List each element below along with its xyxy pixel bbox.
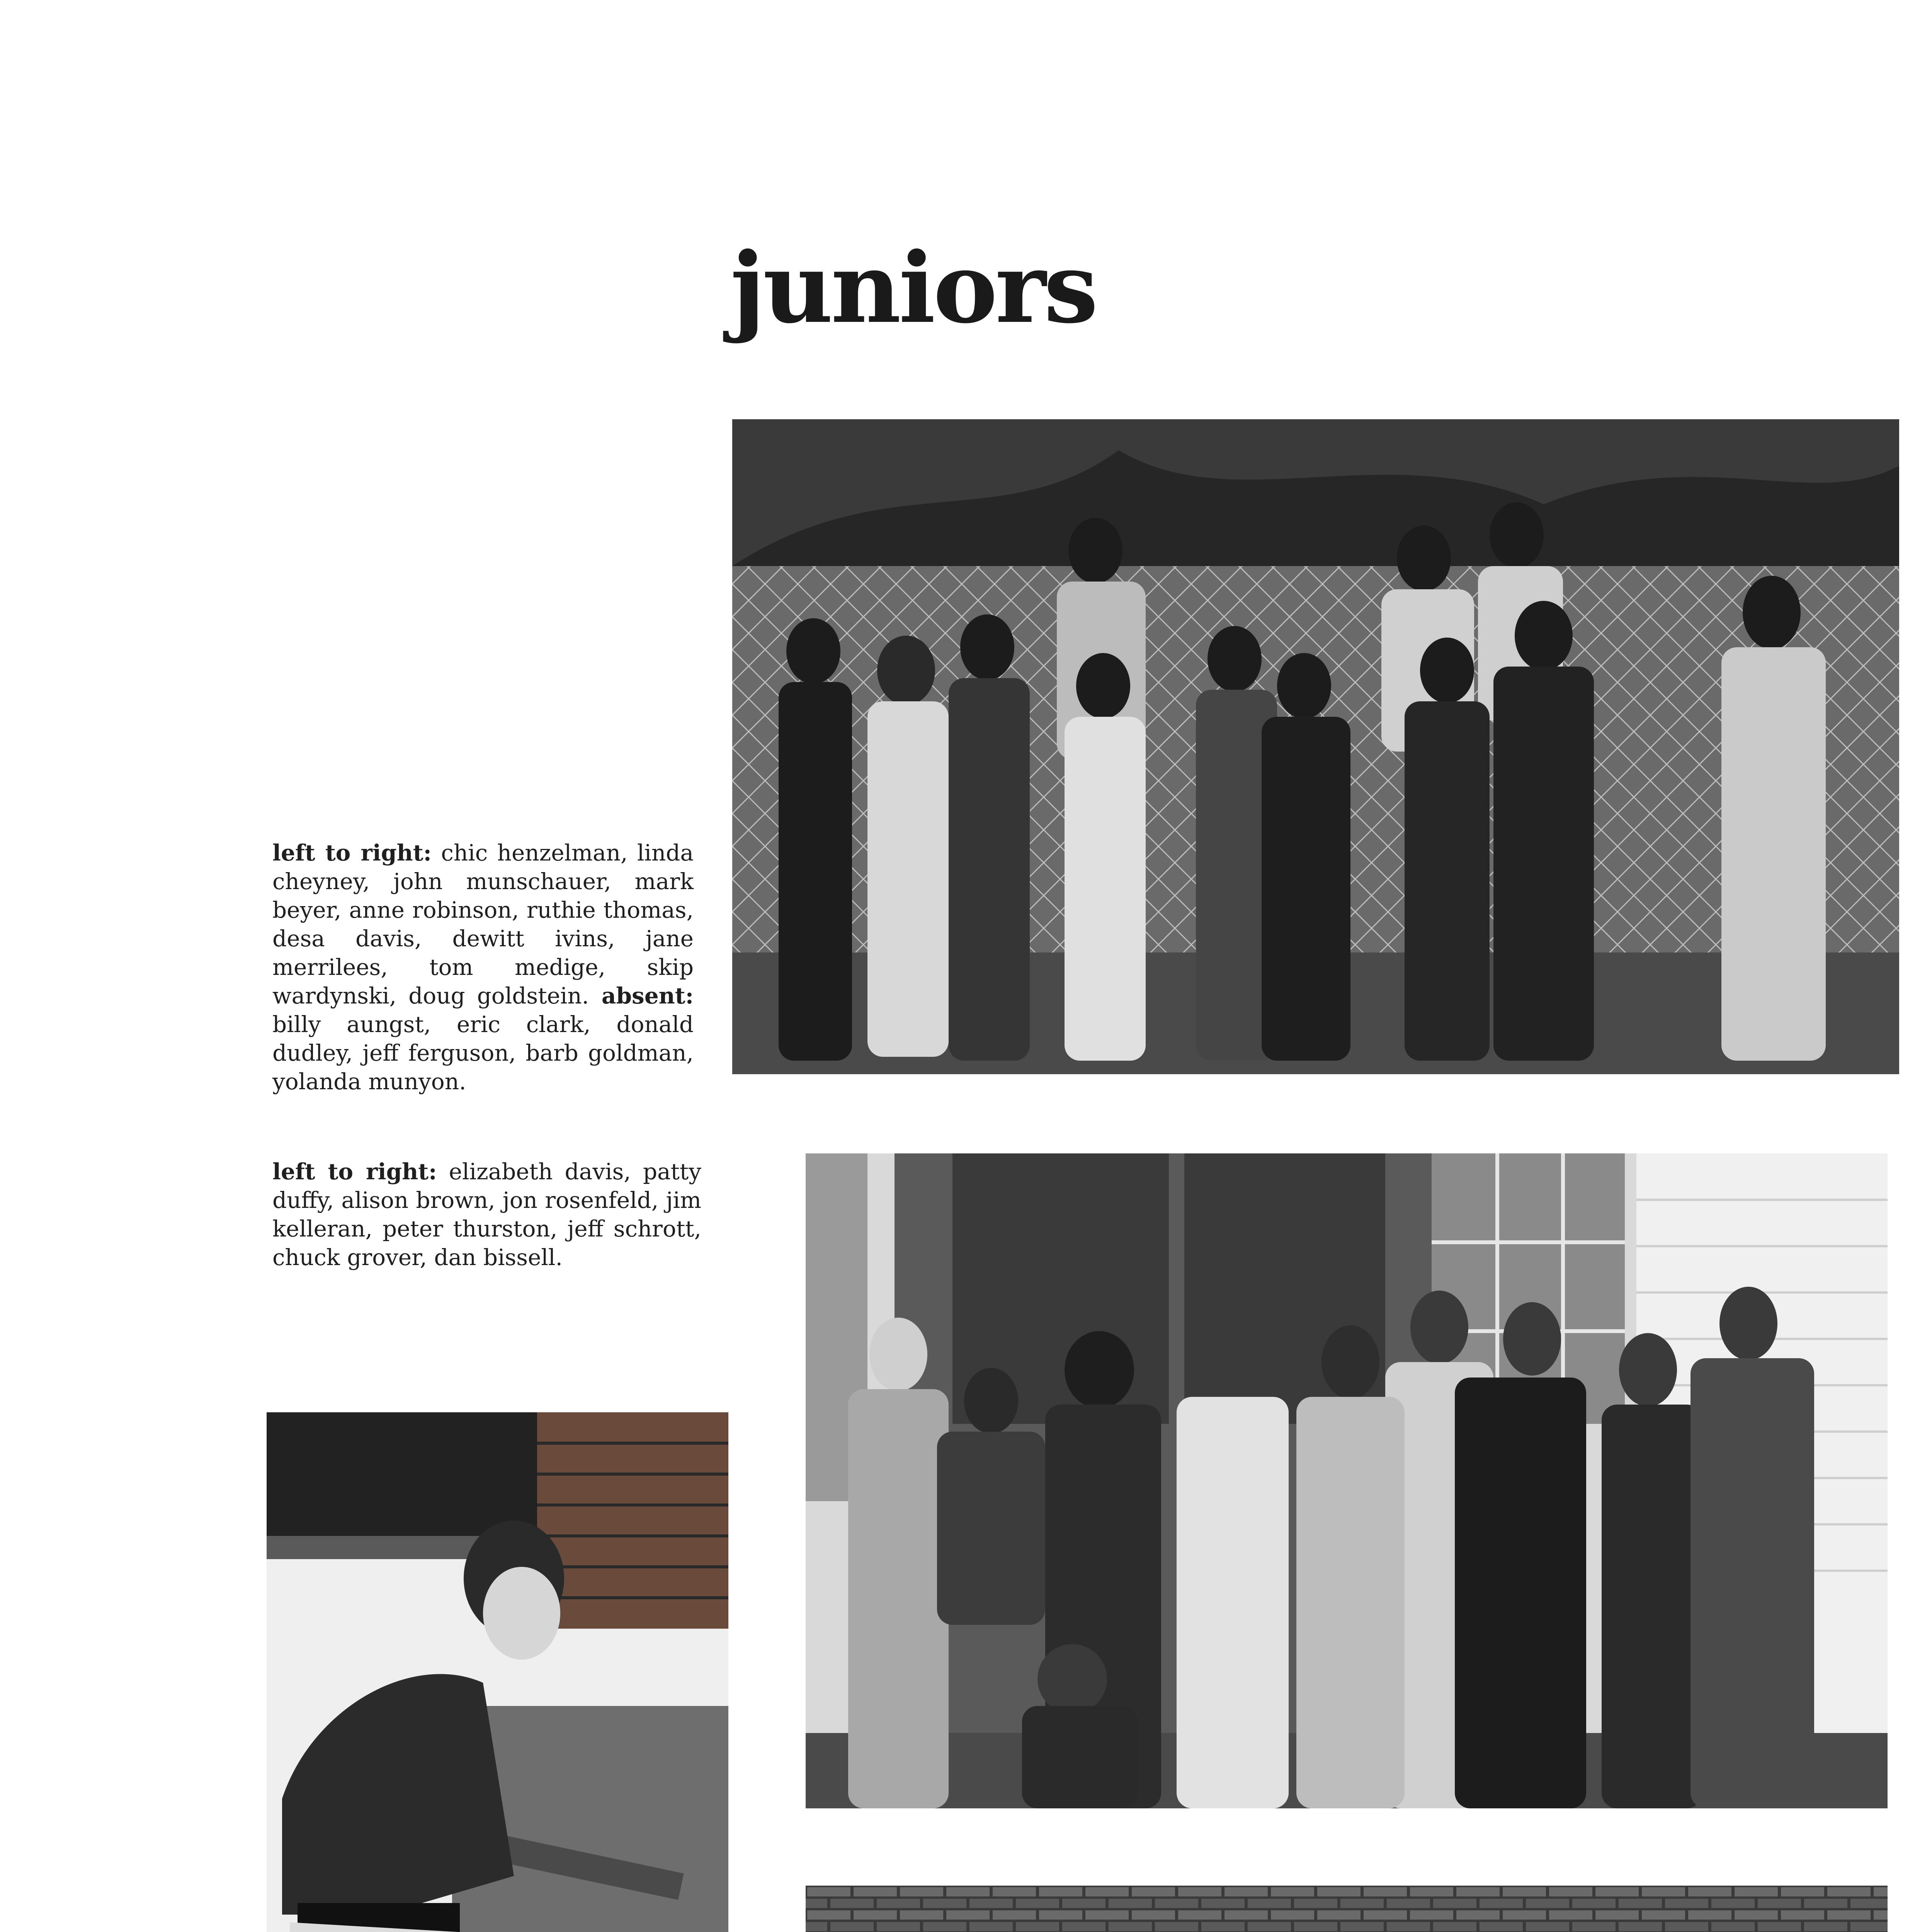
group-photo-doorway [806,1153,1888,1808]
group-photo-brick-wall [806,1886,1888,1932]
caption-lead: left to right: [272,840,432,866]
group-photo-fence [732,419,1899,1074]
group2-caption [272,1157,701,1272]
caption-absent-names: billy aungst, eric clark, donald dudley, jeff ferguson, barb goldman, yolanda munyon. [272,1011,694,1095]
student-writing-photo [267,1412,728,1932]
group1-caption [272,838,694,1096]
caption-names: chic henzelman, linda cheyney, john munschauer, mark beyer, anne robinson, ruthie thomas, desa davis, dewitt ivins, jane merrilees, tom medige, skip wardynski, doug goldstein. [272,840,694,1009]
page-title: juniors [730,231,1096,345]
caption-absent-lead: absent: [589,983,694,1009]
caption-lead: left to right: [272,1158,437,1185]
caption-names: elizabeth davis, patty duffy, alison brown, jon rosenfeld, jim kelleran, peter thurston, jeff schrott, chuck grover, dan bissell. [272,1158,701,1270]
